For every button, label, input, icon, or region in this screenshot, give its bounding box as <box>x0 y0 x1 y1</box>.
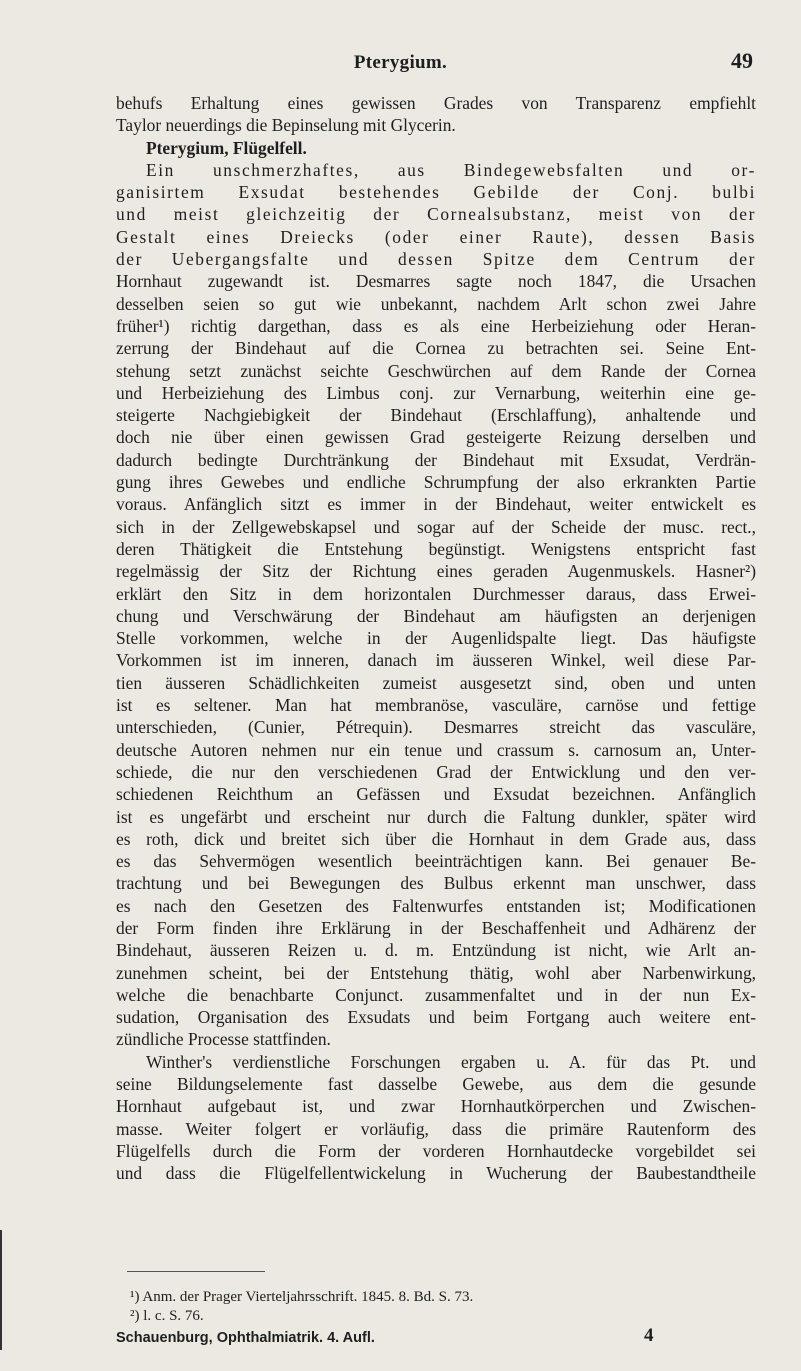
text-line: erklärt den Sitz in dem horizontalen Durchmesser daraus, dass Erwei- <box>116 583 756 604</box>
printer-imprint: Schauenburg, Ophthalmiatrik. 4. Aufl. <box>116 1330 375 1346</box>
text-line: der Uebergangsfalte und dessen Spitze dem Centrum der <box>116 249 756 270</box>
text-line: dadurch bedingte Durchtränkung der Bindehaut mit Exsudat, Verdrän- <box>116 449 756 470</box>
body-text <box>116 92 756 1185</box>
text-line: trachtung und bei Bewegungen des Bulbus erkennt man unschwer, dass <box>116 873 756 894</box>
text-line: es roth, dick und breitet sich über die Hornhaut in dem Grade aus, dass <box>116 828 756 849</box>
text-line: Winther's verdienstliche Forschungen ergaben u. A. für das Pt. und <box>146 1051 756 1072</box>
text-line: sich in der Zellgewebskapsel und sogar auf der Scheide der musc. rect., <box>116 516 756 537</box>
text-line: Hornhaut zugewandt ist. Desmarres sagte noch 1847, die Ursachen <box>116 271 756 292</box>
text-line: zündliche Processe stattfinden. <box>116 1029 331 1050</box>
text-line: Flügelfells durch die Form der vorderen Hornhautdecke vorgebildet sei <box>116 1140 756 1161</box>
text-line: sudation, Organisation des Exsudats und beim Fortgang auch weitere ent- <box>116 1007 756 1028</box>
text-line: seine Bildungselemente fast dasselbe Gewebe, aus dem die gesunde <box>116 1074 756 1095</box>
text-line: und dass die Flügelfellentwickelung in Wucherung der Baubestandtheile <box>116 1163 756 1184</box>
text-line: und meist gleichzeitig der Cornealsubstanz, meist von der <box>116 204 756 225</box>
text-line: ganisirtem Exsudat bestehendes Gebilde der Conj. bulbi <box>116 182 756 203</box>
text-line: steigerte Nachgiebigkeit der Bindehaut (Erschlaffung), anhaltende und <box>116 405 756 426</box>
text-line: es nach den Gesetzen des Faltenwurfes entstanden ist; Modificationen <box>116 895 756 916</box>
text-line: es das Sehvermögen wesentlich beeinträchtigen kann. Bei genauer Be- <box>116 851 756 872</box>
text-line: Gestalt eines Dreiecks (oder einer Raute), dessen Basis <box>116 226 756 247</box>
text-line: Bindehaut, äusseren Reizen u. d. m. Entzündung ist nicht, wie Arlt an- <box>116 940 756 961</box>
text-line: ist es ungefärbt und erscheint nur durch die Faltung dunkler, später wird <box>116 806 756 827</box>
text-line: schiede, die nur den verschiedenen Grad der Entwicklung und den ver- <box>116 761 756 782</box>
text-line: voraus. Anfänglich sitzt es immer in der Bindehaut, weiter entwickelt es <box>116 494 756 515</box>
text-line: und Herbeiziehung des Limbus conj. zur Vernarbung, weiterhin eine ge- <box>116 382 756 403</box>
text-line: Ein unschmerzhaftes, aus Bindegewebsfalten und or- <box>146 159 756 180</box>
text-line: Stelle vorkommen, welche in der Augenlidspalte liegt. Das häufigste <box>116 628 756 649</box>
text-line: zerrung der Bindehaut auf die Cornea zu betrachten sei. Seine Ent- <box>116 338 756 359</box>
binding-edge <box>0 1230 2 1350</box>
footnote-divider <box>127 1271 265 1272</box>
text-line: chung und Verschwärung der Bindehaut am häufigsten an derjenigen <box>116 605 756 626</box>
signature-mark: 4 <box>644 1325 654 1346</box>
text-line: schiedenen Reichthum an Gefässen und Exsudat bezeichnen. Anfänglich <box>116 784 756 805</box>
page-number: 49 <box>731 48 753 73</box>
text-line: gung ihres Gewebes und endliche Schrumpfung der also erkrankten Partie <box>116 472 756 493</box>
footnote: ²) l. c. S. 76. <box>130 1308 204 1324</box>
text-line: ist es seltener. Man hat membranöse, vasculäre, carnöse und fettige <box>116 695 756 716</box>
footnote: ¹) Anm. der Prager Vierteljahrsschrift. 1845. 8. Bd. S. 73. <box>130 1289 474 1305</box>
text-line: doch nie über einen gewissen Grad gesteigerte Reizung derselben und <box>116 427 756 448</box>
text-line: früher¹) richtig dargethan, dass es als eine Herbeiziehung oder Heran- <box>116 315 756 336</box>
section-heading: Pterygium, Flügelfell. <box>146 137 307 158</box>
text-line: masse. Weiter folgert er vorläufig, dass die primäre Rautenform des <box>116 1118 756 1139</box>
text-line: tien äusseren Schädlichkeiten zumeist ausgesetzt sind, oben und unten <box>116 672 756 693</box>
running-title: Pterygium. <box>353 52 448 73</box>
text-line: der Form finden ihre Erklärung in der Beschaffenheit und Adhärenz der <box>116 917 756 938</box>
text-line: unterschieden, (Cunier, Pétrequin). Desmarres streicht das vasculäre, <box>116 717 756 738</box>
text-line: Hornhaut aufgebaut ist, und zwar Hornhautkörperchen und Zwischen- <box>116 1096 756 1117</box>
text-line: zunehmen scheint, bei der Entstehung thätig, wohl aber Narbenwirkung, <box>116 962 756 983</box>
text-line: welche die benachbarte Conjunct. zusammenfaltet und in der nun Ex- <box>116 984 756 1005</box>
text-line: Vorkommen ist im inneren, danach im äusseren Winkel, weil diese Par- <box>116 650 756 671</box>
text-line: deren Thätigkeit die Entstehung begünstigt. Wenigstens entspricht fast <box>116 538 756 559</box>
text-line: Taylor neuerdings die Bepinselung mit Glycerin. <box>116 115 456 136</box>
text-line: desselben seien so gut wie unbekannt, nachdem Arlt schon zwei Jahre <box>116 293 756 314</box>
footnotes <box>130 1288 630 1326</box>
text-line: deutsche Autoren nehmen nur ein tenue und crassum s. carnosum an, Unter- <box>116 739 756 760</box>
text-line: regelmässig der Sitz der Richtung eines geraden Augenmuskels. Hasner²) <box>116 561 756 582</box>
text-line: behufs Erhaltung eines gewissen Grades von Transparenz empfiehlt <box>116 93 756 113</box>
text-line: stehung setzt zunächst seichte Geschwürchen auf dem Rande der Cornea <box>116 360 756 381</box>
